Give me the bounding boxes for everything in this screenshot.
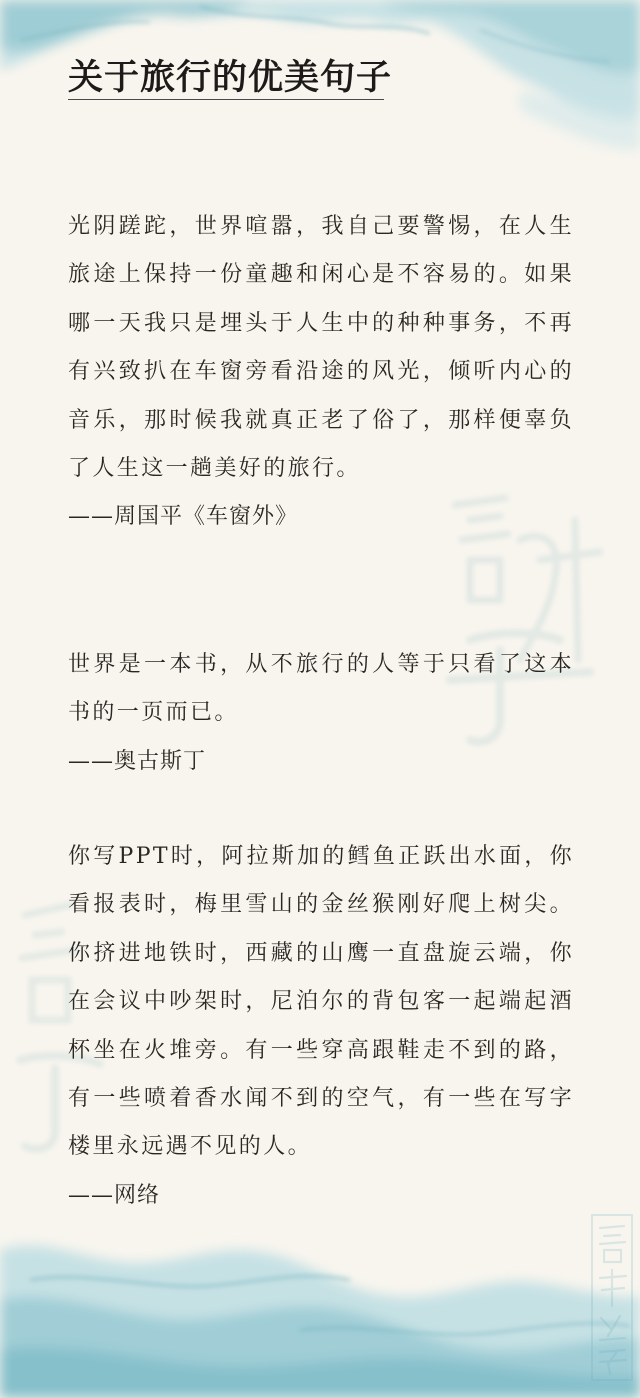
quote-block <box>68 641 574 786</box>
quote-block <box>68 833 574 1220</box>
quote-attribution: ——奥古斯丁 <box>68 748 207 774</box>
quote-text: 你写PPT时，阿拉斯加的鳕鱼正跃出水面，你看报表时，梅里雪山的金丝猴刚好爬上树尖。你挤进地铁时，西藏的山鹰一直盘旋云端，你在会议中吵架时，尼泊尔的背包客一起端起酒杯坐在火堆旁。有一些穿高跟鞋走不到的路，有一些喷着香水闻不到的空气，有一些在写字楼里永远遇不见的人。 <box>68 844 574 1160</box>
page-title: 关于旅行的优美句子 <box>68 58 393 98</box>
title-underline <box>68 99 384 100</box>
quote-text: 世界是一本书，从不旅行的人等于只看了这本书的一页而已。 <box>68 652 574 726</box>
quote-text: 光阴蹉跎，世界喧嚣，我自己要警惕，在人生旅途上保持一份童趣和闲心是不容易的。如果哪一天我只是埋头于人生中的种种事务，不再有兴致扒在车窗旁看沿途的风光，倾听内心的音乐，那时候我就真正老了俗了，那样便辜负了人生这一趟美好的旅行。 <box>68 214 574 482</box>
quote-attribution: ——周国平《车窗外》 <box>68 504 299 530</box>
quote-attribution: ——网络 <box>68 1182 161 1208</box>
quote-block <box>68 203 574 542</box>
